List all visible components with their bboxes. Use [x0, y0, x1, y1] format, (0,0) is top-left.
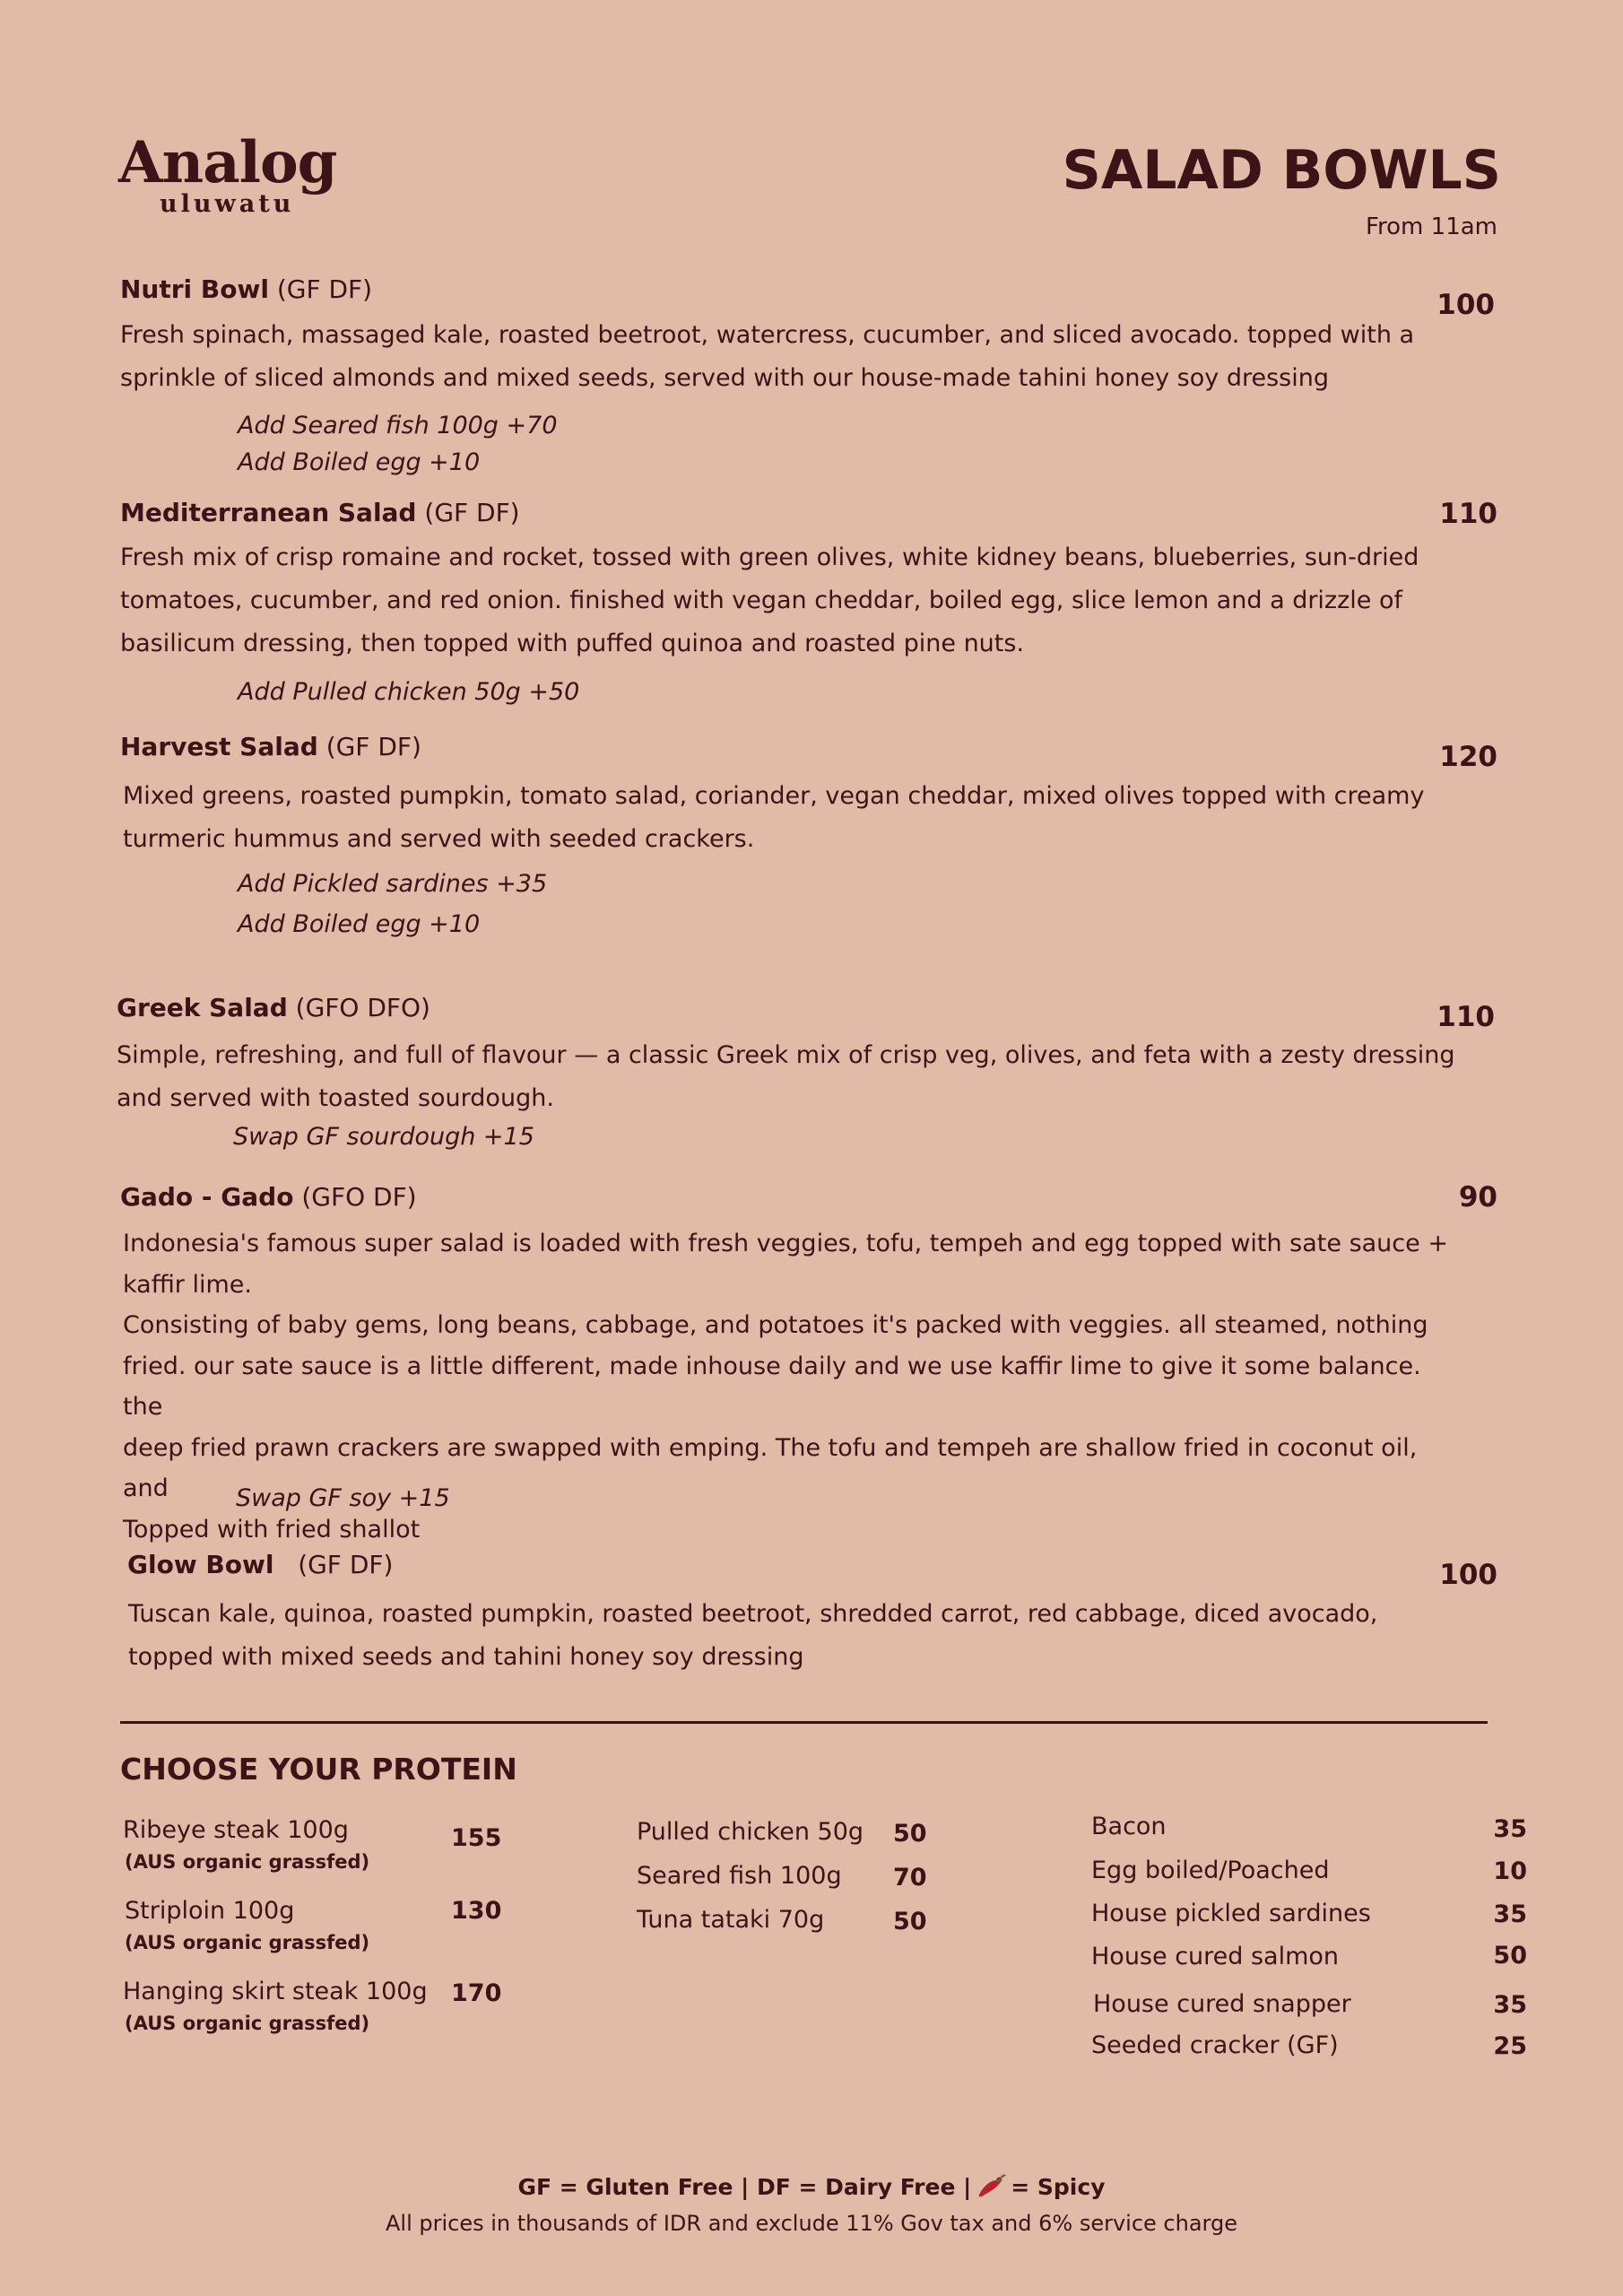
chili-pepper-icon: [975, 2173, 1007, 2206]
item-name: [120, 732, 421, 762]
item-tags: (GF DF): [325, 732, 421, 761]
protein-price: 10: [1493, 1857, 1527, 1885]
protein-name: Tuna tataki 70g: [637, 1906, 825, 1934]
description-line: Fresh spinach, massaged kale, roasted beetroot, watercress, cucumber, and sliced avocado. topped with a: [120, 321, 1415, 349]
item-price: 120: [1439, 741, 1497, 773]
item-description: [120, 314, 1447, 400]
protein-note: (AUS organic grassfed): [125, 1851, 370, 1873]
item-addon: Add Seared fish 100g +70: [238, 412, 558, 439]
item-price: 110: [1439, 498, 1497, 530]
item-price: 100: [1436, 289, 1495, 321]
description-line: Fresh mix of crisp romaine and rocket, tossed with green olives, white kidney beans, blueberries, sun-dried: [120, 544, 1419, 571]
item-description: [123, 775, 1450, 861]
item-description: [120, 536, 1447, 665]
item-addon: Add Boiled egg +10: [238, 448, 481, 476]
description-line: turmeric hummus and served with seeded crackers.: [123, 825, 755, 853]
protein-name: Striploin 100g: [125, 1897, 295, 1925]
item-addon: Add Boiled egg +10: [238, 910, 481, 938]
item-title: Greek Salad: [117, 993, 288, 1022]
protein-price: 130: [451, 1897, 502, 1925]
protein-name: Egg boiled/Poached: [1091, 1857, 1330, 1884]
protein-name: Ribeye steak 100g: [123, 1816, 349, 1844]
item-name: [120, 1182, 417, 1213]
item-title: Nutri Bowl: [120, 274, 269, 304]
protein-price: 170: [451, 1979, 502, 2007]
serving-time: From 11am: [1365, 213, 1497, 240]
protein-price: 70: [893, 1864, 927, 1892]
protein-price: 35: [1493, 1815, 1527, 1843]
description-line: Indonesia's famous super salad is loaded with fresh veggies, tofu, tempeh and egg topped with sate sauce +: [123, 1230, 1448, 1257]
description-line: topped with mixed seeds and tahini honey soy dressing: [128, 1643, 804, 1671]
item-name: [117, 993, 430, 1023]
protein-price: 35: [1493, 1991, 1527, 2019]
logo-subtitle: uluwatu: [160, 190, 295, 218]
description-line: Simple, refreshing, and full of flavour — a classic Greek mix of crisp veg, olives, and feta with a zesty dressing: [117, 1041, 1455, 1069]
page-title: SALAD BOWLS: [1062, 139, 1501, 202]
description-line: sprinkle of sliced almonds and mixed seeds, served with our house-made tahini honey soy dressing: [120, 364, 1329, 392]
item-price: 90: [1458, 1181, 1497, 1213]
item-title: Gado - Gado: [120, 1182, 294, 1212]
protein-price: 50: [893, 1908, 927, 1935]
description-line: Mixed greens, roasted pumpkin, tomato salad, coriander, vegan cheddar, mixed olives topped with creamy: [123, 782, 1425, 810]
protein-price: 35: [1493, 1900, 1527, 1928]
description-line: Consisting of baby gems, long beans, cabbage, and potatoes it's packed with veggies. all steamed, nothing: [123, 1311, 1428, 1339]
protein-name: Seeded cracker (GF): [1091, 2031, 1339, 2059]
description-line: fried. our sate sauce is a little different, made inhouse daily and we use kaffir lime to give it some balance. the: [123, 1352, 1421, 1421]
item-addon: Add Pickled sardines +35: [238, 870, 548, 898]
description-line: tomatoes, cucumber, and red onion. finished with vegan cheddar, boiled egg, slice lemon and a drizzle of: [120, 587, 1402, 614]
item-price: 100: [1439, 1559, 1497, 1591]
item-addon: Swap GF sourdough +15: [233, 1123, 534, 1151]
legend-text: = Spicy: [1011, 2174, 1106, 2200]
protein-price: 50: [893, 1820, 927, 1848]
price-disclaimer: All prices in thousands of IDR and exclude 11% Gov tax and 6% service charge: [386, 2211, 1237, 2236]
protein-name: House pickled sardines: [1091, 1900, 1371, 1927]
protein-note: (AUS organic grassfed): [125, 2013, 370, 2034]
protein-name: Seared fish 100g: [637, 1862, 842, 1890]
protein-heading: CHOOSE YOUR PROTEIN: [120, 1752, 517, 1787]
item-description: [128, 1593, 1455, 1679]
section-divider: [120, 1721, 1488, 1724]
item-title: Mediterranean Salad: [120, 498, 417, 527]
protein-name: Pulled chicken 50g: [637, 1818, 864, 1846]
protein-price: 25: [1493, 2032, 1527, 2060]
protein-name: House cured snapper: [1093, 1990, 1351, 2018]
legend-text: GF = Gluten Free | DF = Dairy Free |: [517, 2174, 972, 2200]
protein-price: 50: [1493, 1942, 1527, 1970]
protein-name: Bacon: [1091, 1813, 1167, 1840]
item-addon: Add Pulled chicken 50g +50: [238, 678, 580, 706]
item-tags: (GF DF): [424, 498, 520, 527]
description-line: and served with toasted sourdough.: [117, 1084, 554, 1112]
description-line: kaffir lime.: [123, 1270, 252, 1299]
logo-wordmark: Analog: [118, 129, 337, 196]
description-line: Topped with fried shallot: [123, 1515, 421, 1544]
item-description: [117, 1034, 1462, 1120]
protein-name: Hanging skirt steak 100g: [123, 1978, 428, 2005]
description-line: deep fried prawn crackers are swapped with emping. The tofu and tempeh are shallow fried in coconut oil, and: [123, 1433, 1418, 1502]
description-line: basilicum dressing, then topped with puffed quinoa and roasted pine nuts.: [120, 630, 1025, 657]
item-name: [120, 274, 372, 305]
protein-note: (AUS organic grassfed): [125, 1932, 370, 1953]
protein-price: 155: [451, 1824, 502, 1852]
protein-name: House cured salmon: [1091, 1943, 1340, 1970]
item-name: [127, 1550, 393, 1580]
item-addon: Swap GF soy +15: [236, 1484, 450, 1512]
item-tags: (GF DF): [298, 1550, 394, 1579]
item-tags: (GFO DFO): [295, 993, 430, 1022]
item-title: Harvest Salad: [120, 732, 318, 761]
dietary-legend: [0, 2173, 1623, 2206]
item-price: 110: [1436, 1001, 1495, 1033]
item-tags: (GF DF): [276, 274, 373, 304]
item-title: Glow Bowl: [127, 1550, 274, 1579]
description-line: Tuscan kale, quinoa, roasted pumpkin, roasted beetroot, shredded carrot, red cabbage, diced avocado,: [128, 1600, 1378, 1628]
item-name: [120, 498, 520, 528]
item-tags: (GFO DF): [301, 1182, 417, 1212]
